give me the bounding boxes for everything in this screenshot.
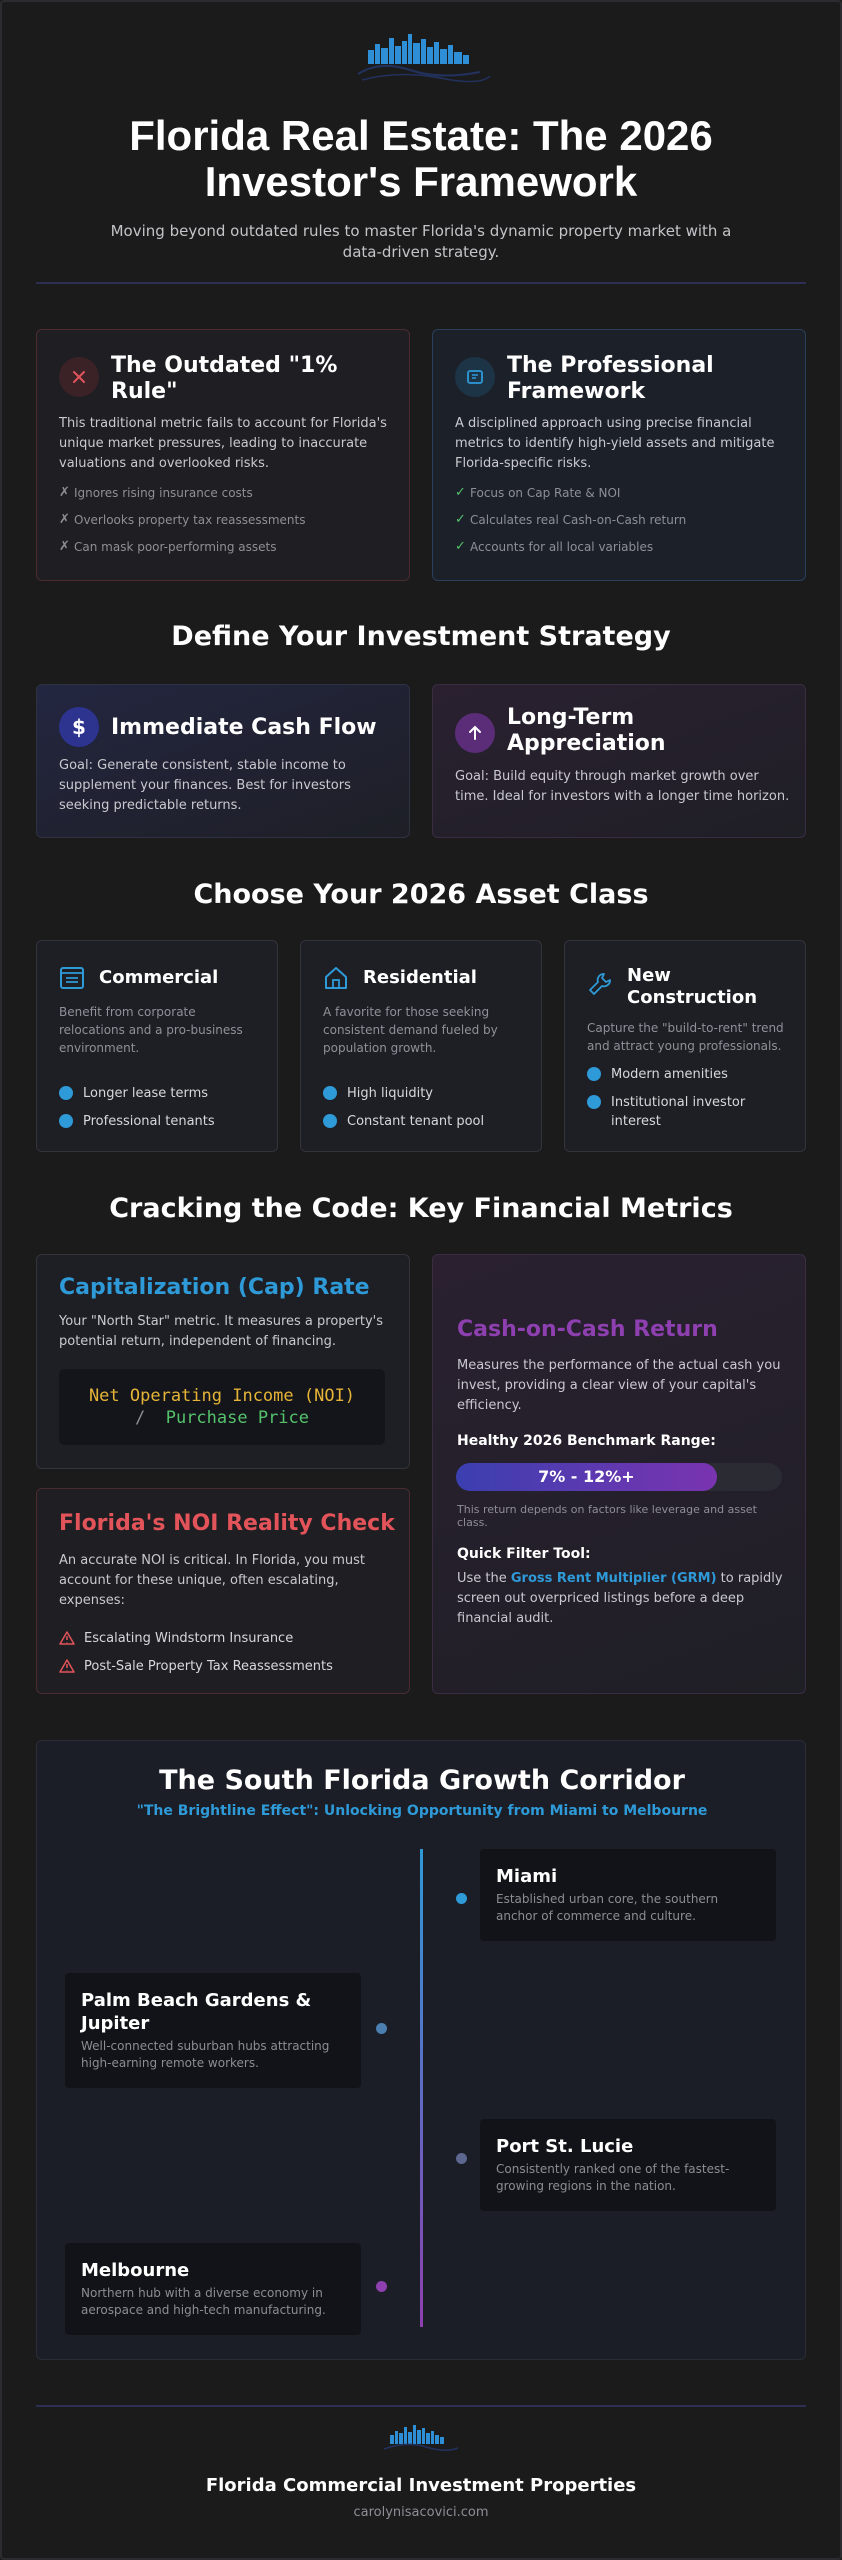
- benchmark-bar: [456, 1463, 782, 1491]
- timeline-dot: [376, 2281, 387, 2292]
- bullet-dot: [587, 1095, 601, 1109]
- benchmark-note: This return depends on factors like leverage and asset class.: [457, 1503, 757, 1529]
- grm-link: Gross Rent Multiplier (GRM): [510, 1571, 717, 1586]
- cap-rate-body: Your "North Star" metric. It measures a property's potential return, independent of financing.: [59, 1314, 384, 1349]
- list-item: ✓ Calculates real Cash-on-Cash return: [455, 512, 687, 527]
- timeline-dot: [376, 2023, 387, 2034]
- new-construction-list: [587, 1065, 797, 1140]
- timeline-line: [420, 1849, 423, 2327]
- professional-framework-card: [432, 329, 806, 581]
- timeline-dot: [456, 1893, 467, 1904]
- professional-framework-list: [455, 479, 795, 560]
- city-desc: Established urban core, the southern anchor of commerce and culture.: [496, 1892, 719, 1923]
- list-item: ✓ Focus on Cap Rate & NOI: [455, 485, 621, 500]
- city-name: Melbourne: [81, 2260, 190, 2281]
- corridor-title: The South Florida Growth Corridor: [159, 1765, 685, 1796]
- footer-website-link[interactable]: carolynisacovici.com: [353, 2505, 489, 2520]
- city-name: Miami: [496, 1866, 558, 1887]
- city-desc: Northern hub with a diverse economy in aerospace and high-tech manufacturing.: [81, 2286, 326, 2317]
- new-construction-title: New Construction: [627, 965, 758, 1008]
- quick-filter-text: Use the Gross Rent Multiplier (GRM) to rapidly screen out overpriced listings before a deep financial audit.: [457, 1571, 783, 1626]
- city-name: Port St. Lucie: [496, 2136, 634, 2157]
- outdated-rule-list: [59, 479, 399, 560]
- check-icon: ✓: [455, 512, 466, 527]
- list-item: Longer lease terms: [59, 1084, 269, 1103]
- commercial-card: [36, 940, 278, 1152]
- metrics-heading: Cracking the Code: Key Financial Metrics: [109, 1193, 733, 1224]
- professional-framework-body: A disciplined approach using precise financial metrics to identify high-yield assets and mitigate Florida-specific risks.: [455, 416, 775, 471]
- footer-title: Florida Commercial Investment Properties: [205, 2475, 637, 2496]
- list-item: Professional tenants: [59, 1112, 269, 1131]
- outdated-rule-card: [36, 329, 410, 581]
- city-card-miami: [480, 1849, 776, 1941]
- commercial-desc: Benefit from corporate relocations and a pro-business environment.: [59, 1005, 243, 1055]
- x-icon: [59, 357, 99, 397]
- new-construction-desc: Capture the "build-to-rent" trend and attract young professionals.: [587, 1021, 784, 1053]
- list-item: Post-Sale Property Tax Reassessments: [59, 1653, 399, 1679]
- bullet-dot: [587, 1067, 601, 1081]
- noi-reality-card: [36, 1488, 410, 1694]
- calculator-icon: [455, 357, 495, 397]
- commercial-title: Commercial: [99, 967, 219, 988]
- bullet-dot: [323, 1114, 337, 1128]
- cap-rate-title: Capitalization (Cap) Rate: [59, 1275, 370, 1300]
- company-logo: [340, 30, 500, 90]
- outdated-rule-body: This traditional metric fails to account for Florida's unique market pressures, leading to inaccurate valuations and overlooked risks.: [59, 416, 387, 471]
- appreciation-title: Long-Term Appreciation: [507, 705, 666, 756]
- residential-list: [323, 1084, 533, 1140]
- wrench-icon: [587, 971, 613, 997]
- warning-icon: [59, 1630, 75, 1646]
- footer-logo: [376, 2423, 466, 2457]
- asset-class-heading: Choose Your 2026 Asset Class: [193, 879, 649, 910]
- list-item: Constant tenant pool: [323, 1112, 533, 1131]
- arrow-up-icon: [455, 713, 495, 753]
- city-desc: Consistently ranked one of the fastest-growing regions in the nation.: [496, 2162, 730, 2193]
- formula-denominator: Purchase Price: [165, 1408, 310, 1428]
- city-desc: Well-connected suburban hubs attracting high-earning remote workers.: [81, 2039, 330, 2070]
- building-icon: [59, 965, 85, 991]
- footer-divider: [36, 2405, 806, 2407]
- cap-rate-formula: [59, 1369, 385, 1445]
- list-item: High liquidity: [323, 1084, 533, 1103]
- noi-reality-body: An accurate NOI is critical. In Florida, you must account for these unique, often escalating, expenses:: [59, 1553, 366, 1608]
- list-item: Institutional investor interest: [587, 1093, 797, 1131]
- formula-divider: /: [134, 1408, 146, 1428]
- corridor-subtitle: "The Brightline Effect": Unlocking Opportunity from Miami to Melbourne: [136, 1803, 708, 1819]
- timeline-dot: [456, 2153, 467, 2164]
- list-item: Escalating Windstorm Insurance: [59, 1625, 399, 1651]
- growth-corridor-card: [36, 1740, 806, 2360]
- city-card-port-st-lucie: [480, 2119, 776, 2211]
- list-item: Modern amenities: [587, 1065, 797, 1084]
- page-title: Florida Real Estate: The 2026 Investor's Framework: [129, 112, 713, 205]
- cash-on-cash-body: Measures the performance of the actual cash you invest, providing a clear view of your capital's efficiency.: [457, 1358, 781, 1413]
- appreciation-card: [432, 684, 806, 838]
- bullet-dot: [59, 1086, 73, 1100]
- x-mark-icon: ✗: [59, 539, 70, 554]
- house-icon: [323, 965, 349, 991]
- benchmark-label: Healthy 2026 Benchmark Range:: [457, 1433, 716, 1449]
- strategy-heading: Define Your Investment Strategy: [171, 621, 671, 652]
- noi-reality-title: Florida's NOI Reality Check: [59, 1511, 395, 1536]
- check-icon: ✓: [455, 485, 466, 500]
- list-item: ✓ Accounts for all local variables: [455, 539, 654, 554]
- cash-on-cash-title: Cash-on-Cash Return: [457, 1317, 718, 1342]
- cash-flow-card: [36, 684, 410, 838]
- city-name: Palm Beach Gardens & Jupiter: [81, 1990, 312, 2034]
- commercial-list: [59, 1084, 269, 1140]
- cash-flow-title: Immediate Cash Flow: [111, 715, 377, 740]
- x-mark-icon: ✗: [59, 512, 70, 527]
- outdated-rule-title: The Outdated "1% Rule": [111, 353, 338, 404]
- appreciation-body: Goal: Build equity through market growth over time. Ideal for investors with a longer time horizon.: [455, 769, 790, 804]
- city-card-melbourne: [65, 2243, 361, 2335]
- bullet-dot: [323, 1086, 337, 1100]
- professional-framework-title: The Professional Framework: [507, 353, 714, 404]
- list-item: ✗ Ignores rising insurance costs: [59, 485, 253, 500]
- list-item: ✗ Can mask poor-performing assets: [59, 539, 277, 554]
- page-subtitle: Moving beyond outdated rules to master Florida's dynamic property market with a data-driven strategy.: [110, 222, 732, 261]
- cash-flow-body: Goal: Generate consistent, stable income to supplement your finances. Best for investors seeking predictable returns.: [59, 758, 351, 813]
- noi-reality-list: [59, 1625, 399, 1679]
- residential-card: [300, 940, 542, 1152]
- quick-filter-label: Quick Filter Tool:: [457, 1546, 591, 1562]
- check-icon: ✓: [455, 539, 466, 554]
- section-divider: [36, 282, 806, 284]
- formula-numerator: Net Operating Income (NOI): [88, 1386, 356, 1406]
- warning-icon: [59, 1658, 75, 1674]
- bullet-dot: [59, 1114, 73, 1128]
- city-card-palm-beach: [65, 1973, 361, 2088]
- residential-desc: A favorite for those seeking consistent demand fueled by population growth.: [323, 1005, 498, 1055]
- new-construction-card: [564, 940, 806, 1152]
- benchmark-fill: 7% - 12%+: [456, 1463, 717, 1491]
- residential-title: Residential: [363, 967, 477, 988]
- dollar-icon: $: [59, 707, 99, 747]
- list-item: ✗ Overlooks property tax reassessments: [59, 512, 306, 527]
- x-mark-icon: ✗: [59, 485, 70, 500]
